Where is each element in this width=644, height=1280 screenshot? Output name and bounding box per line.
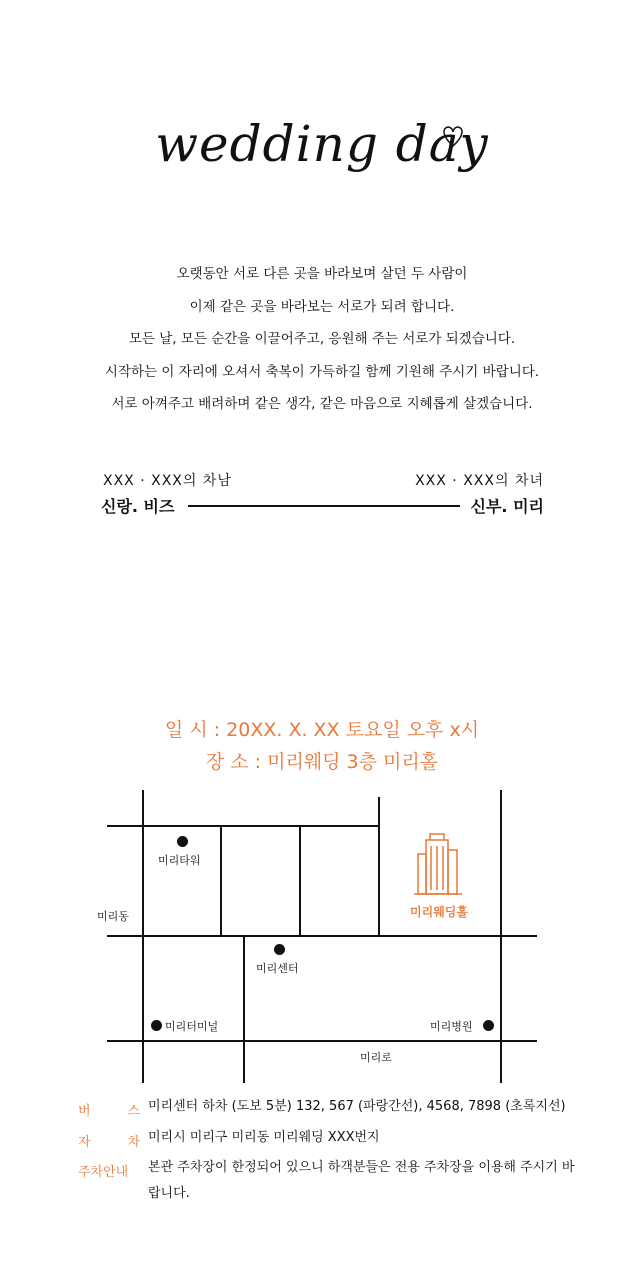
road	[107, 935, 537, 937]
intro-line: 서로 아껴주고 배려하며 같은 생각, 같은 마음으로 지혜롭게 살겠습니다.	[111, 396, 533, 412]
landmark-dot	[274, 944, 285, 955]
landmark-dot	[483, 1020, 494, 1031]
event-datetime: 일 시 : 20XX. X. XX 토요일 오후 x시	[164, 719, 480, 741]
street-ro: 미리로	[360, 1051, 392, 1064]
intro-line: 오랫동안 서로 다른 곳을 바라보며 살던 두 사람이	[176, 266, 468, 282]
road	[299, 825, 301, 936]
groom-name: 신랑. 비즈	[101, 497, 175, 516]
landmark-center: 미리센터	[256, 962, 299, 975]
landmark-terminal: 미리터미널	[165, 1020, 219, 1033]
bus-info: 미리센터 하차 (도보 5분) 132, 567 (파랑간선), 4568, 7898 (초록지선)	[148, 1099, 566, 1114]
landmark-dot	[177, 836, 188, 847]
road	[107, 1040, 537, 1042]
event-place: 장 소 : 미리웨딩 3층 미리홀	[205, 751, 439, 773]
groom-parents: XXX · XXX의 차남	[103, 473, 232, 489]
road	[107, 825, 380, 827]
building-icon	[414, 830, 462, 896]
intro-line: 시작하는 이 자리에 오셔서 축복이 가득하길 함께 기원해 주시기 바랍니다.	[104, 363, 540, 380]
venue-label: 미리웨딩홀	[410, 905, 468, 919]
road	[220, 825, 222, 936]
intro-line: 모든 날, 모든 순간을 이끌어주고, 응원해 주는 서로가 되겠습니다.	[128, 331, 516, 347]
wedding-day-logo: wedding day	[155, 115, 489, 173]
landmark-hospital: 미리병원	[430, 1020, 473, 1033]
bride-parents: XXX · XXX의 차녀	[415, 473, 544, 489]
intro-line: 이제 같은 곳을 바라보는 서로가 되려 합니다.	[189, 298, 455, 315]
bride-name: 신부. 미리	[470, 497, 544, 516]
bus-label: 버 스	[78, 1104, 140, 1119]
parking-label: 주차안내	[78, 1165, 129, 1180]
street-dong: 미리동	[97, 910, 129, 923]
road	[243, 935, 245, 1083]
car-info: 미리시 미리구 미리동 미리웨딩 XXX번지	[148, 1130, 380, 1145]
landmark-dot	[151, 1020, 162, 1031]
car-label: 자 차	[78, 1135, 140, 1150]
landmark-tower: 미리타워	[158, 854, 201, 867]
road	[378, 797, 380, 937]
parking-info: 본관 주차장이 한정되어 있으니 하객분들은 전용 주차장을 이용해 주시기 바랍니다.	[148, 1160, 575, 1201]
